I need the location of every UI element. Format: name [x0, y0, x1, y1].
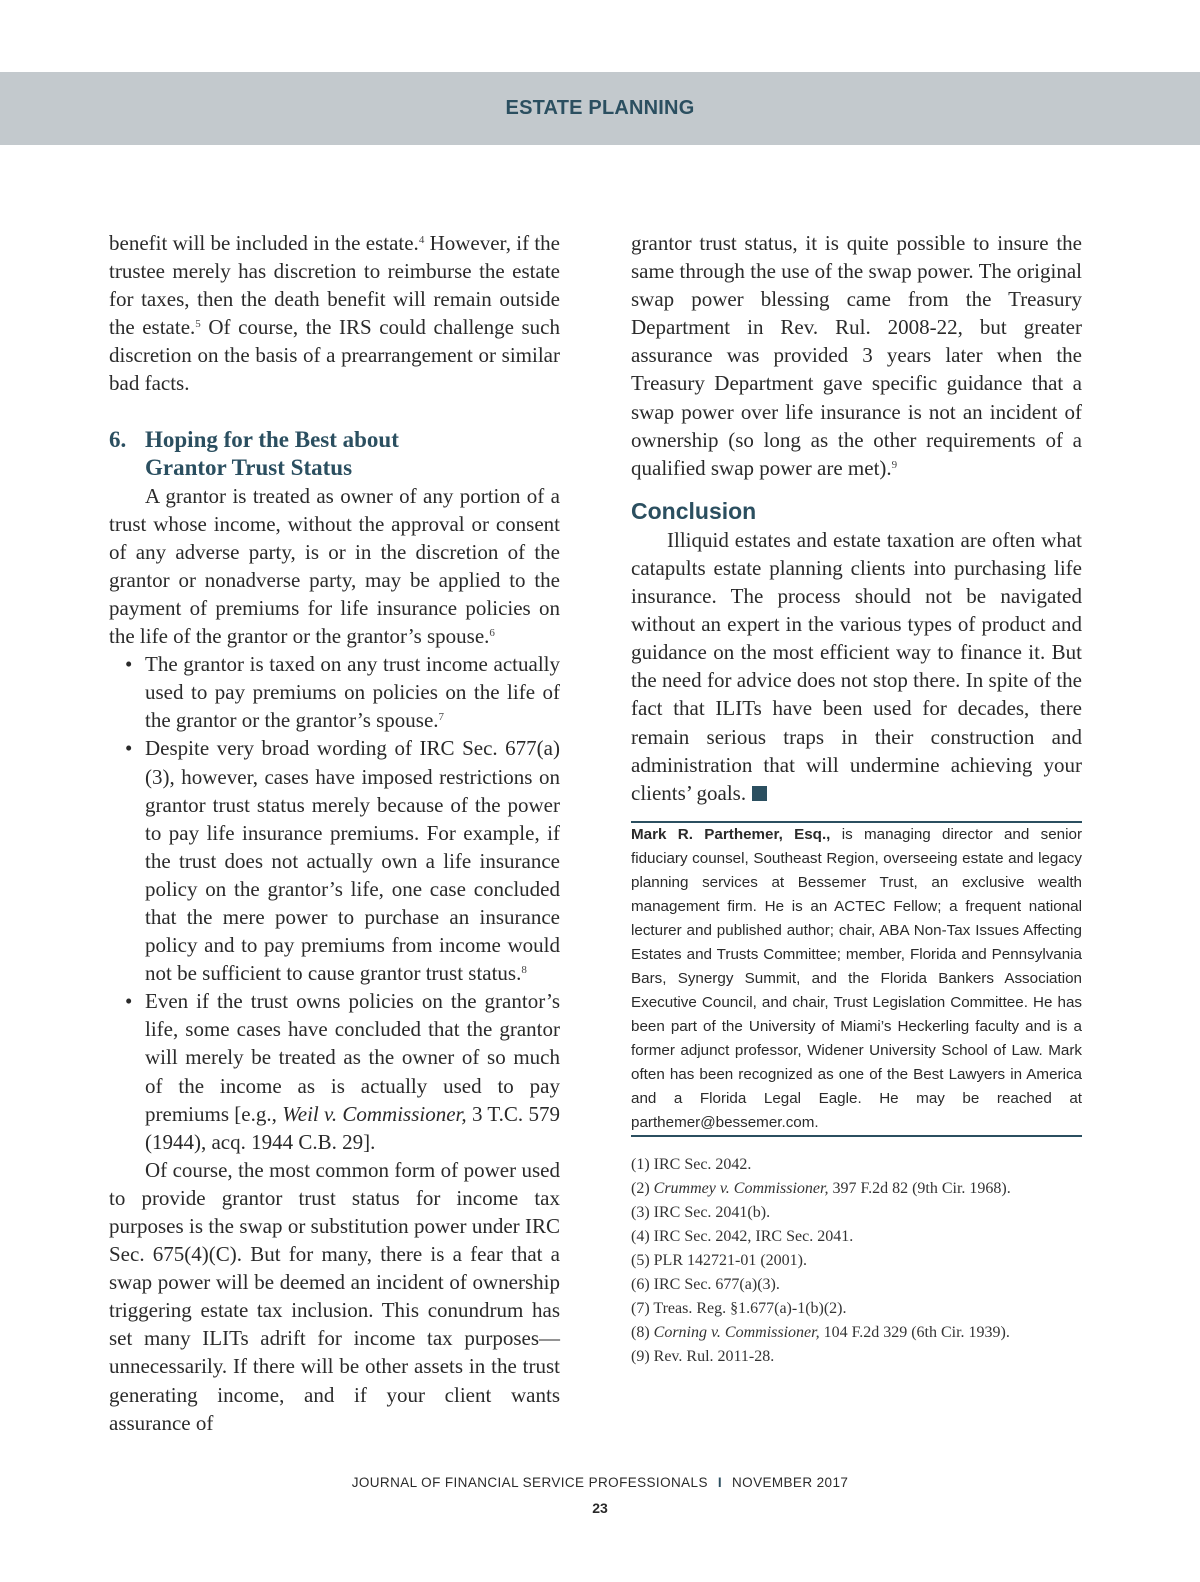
bullet-list: [109, 650, 560, 1156]
journal-footer: [0, 1475, 1200, 1490]
footnote-ref-8[interactable]: 8: [521, 964, 527, 977]
author-name: Mark R. Parthemer, Esq.,: [631, 825, 831, 843]
footnote-ref-4[interactable]: 4: [418, 234, 425, 246]
case-citation: Weil v. Commissioner,: [282, 1101, 467, 1126]
footnote-item: (2) Crummey v. Commissioner, 397 F.2d 82 (9th Cir. 1968).: [631, 1179, 1011, 1197]
footnote-item: (8) Corning v. Commissioner, 104 F.2d 329 (6th Cir. 1939).: [631, 1323, 1010, 1341]
footnote-item: (6) IRC Sec. 677(a)(3).: [631, 1275, 780, 1293]
footnote-ref-6[interactable]: 6: [489, 627, 495, 640]
conclusion-heading: Conclusion: [631, 497, 757, 524]
footnote-ref-7[interactable]: 7: [438, 711, 445, 724]
journal-name: JOURNAL OF FINANCIAL SERVICE PROFESSIONALS: [351, 1475, 708, 1490]
end-of-article-icon: [752, 786, 767, 801]
footnote-item: (9) Rev. Rul. 2011-28.: [631, 1347, 775, 1365]
footnote-ref-9[interactable]: 9: [891, 458, 898, 471]
section-header-title: ESTATE PLANNING: [505, 97, 695, 119]
footer-separator: I: [717, 1475, 723, 1490]
footnotes-list: [631, 1153, 1082, 1369]
page-number: 23: [592, 1500, 608, 1516]
bullet-icon: •: [125, 736, 133, 761]
footnote-item: (5) PLR 142721-01 (2001).: [631, 1251, 807, 1269]
section-number: 6.: [109, 426, 127, 452]
issue-date: NOVEMBER 2017: [732, 1475, 849, 1490]
bullet-icon: •: [125, 652, 133, 677]
list-item: • Despite very broad wording of IRC Sec. 677(a)(3), however, cases have imposed restrictions on grantor trust status merely because of the power to pay life insurance premiums. For example, if the trust does not actually own a life insurance policy on the grantor’s life, one case concluded that the mere power to purchase an insurance policy and to pay premiums from income would not be sufficient to cause grantor trust status.$^8$: [125, 736, 560, 986]
footnote-item: (1) IRC Sec. 2042.: [631, 1155, 752, 1173]
section-6-heading: [109, 426, 560, 482]
footnote-item: (7) Treas. Reg. §1.677(a)-1(b)(2).: [631, 1299, 847, 1317]
right-column: [631, 229, 1082, 1369]
list-item: • The grantor is taxed on any trust income actually used to pay premiums on policies on the life of the grantor or the grantor’s spouse.$^7$: [125, 652, 560, 733]
swap-power-paragraph: Of course, the most common form of power used to provide grantor trust status for income tax purposes is the swap or substitution power under IRC Sec. 675(4)(C). But for many, there is a fear that a swap power will be deemed an incident of ownership triggering estate tax inclusion. This conundrum has set many ILITs adrift for income tax purposes—unnecessarily. If there will be other assets in the trust generating income, and if your client wants assurance of: [109, 1157, 560, 1435]
continuation-paragraph: grantor trust status, it is quite possible to insure the same through the use of the swap power. The original swap power blessing came from the Treasury Department in Rev. Rul. 2008-22, but greater assurance was provided 3 years later when the Treasury Department gave specific guidance that a swap power over life insurance is not an incident of ownership (so long as the other requirements of a qualified swap power are met).$^9$: [631, 231, 1082, 480]
divider: [631, 1135, 1082, 1137]
footnote-item: (3) IRC Sec. 2041(b).: [631, 1203, 771, 1221]
conclusion-paragraph: Illiquid estates and estate taxation are often what catapults estate planning clients into purchasing life insurance. The process should not be navigated without an expert in the various types of product and guidance on the most efficient way to finance it. But the need for advice does not stop there. In spite of the fact that ILITs have been used for decades, there remain serious traps in their construction and administration that will undermine achieving your clients’ goals.: [631, 527, 1082, 805]
intro-paragraph: benefit will be included in the estate.$^4$ However, if the trustee merely has discretion to reimburse the estate for taxes, then the death benefit will remain outside the estate.$^5$ Of course, the IRS could challenge such discretion on the basis of a prearrangement or similar bad facts.: [109, 231, 560, 396]
list-item: • Even if the trust owns policies on the grantor’s life, some cases have concluded that the grantor will merely be treated as the owner of so much of the income as is actually used to pay premiums [e.g., Weil v. Commissioner, 3 T.C. 579 (1944), acq. 1944 C.B. 29].: [125, 989, 560, 1154]
footnote-ref-5[interactable]: 5: [195, 318, 201, 331]
grantor-paragraph: A grantor is treated as owner of any portion of a trust whose income, without the approval or consent of any adverse party, is or in the discretion of the grantor or nonadverse party, may be applied to the payment of premiums for life insurance policies on the life of the grantor or the grantor’s spouse.$^6$: [109, 483, 560, 649]
bullet-icon: •: [125, 989, 133, 1014]
footnote-item: (4) IRC Sec. 2042, IRC Sec. 2041.: [631, 1227, 854, 1245]
author-bio: Mark R. Parthemer, Esq., is managing director and senior fiduciary counsel, Southeast Region, overseeing estate and legacy planning services at Bessemer Trust, an exclusive wealth management firm. He is an ACTEC Fellow; a frequent national lecturer and published author; chair, ABA Non-Tax Issues Affecting Estates and Trusts Committee; member, Florida and Pennsylvania Bars, Synergy Summit, and the Florida Bankers Association Executive Council, and chair, Trust Legislation Committee. He has been part of the University of Miami’s Heckerling faculty and is a former adjunct professor, Widener University School of Law. Mark often has been recognized as one of the Best Lawyers in America and a Florida Legal Eagle. He may be reached at parthemer@bessemer.com.: [631, 825, 1083, 1131]
section-title: Hoping for the Best about Grantor Trust Status: [145, 426, 399, 480]
left-column: [109, 229, 560, 1437]
